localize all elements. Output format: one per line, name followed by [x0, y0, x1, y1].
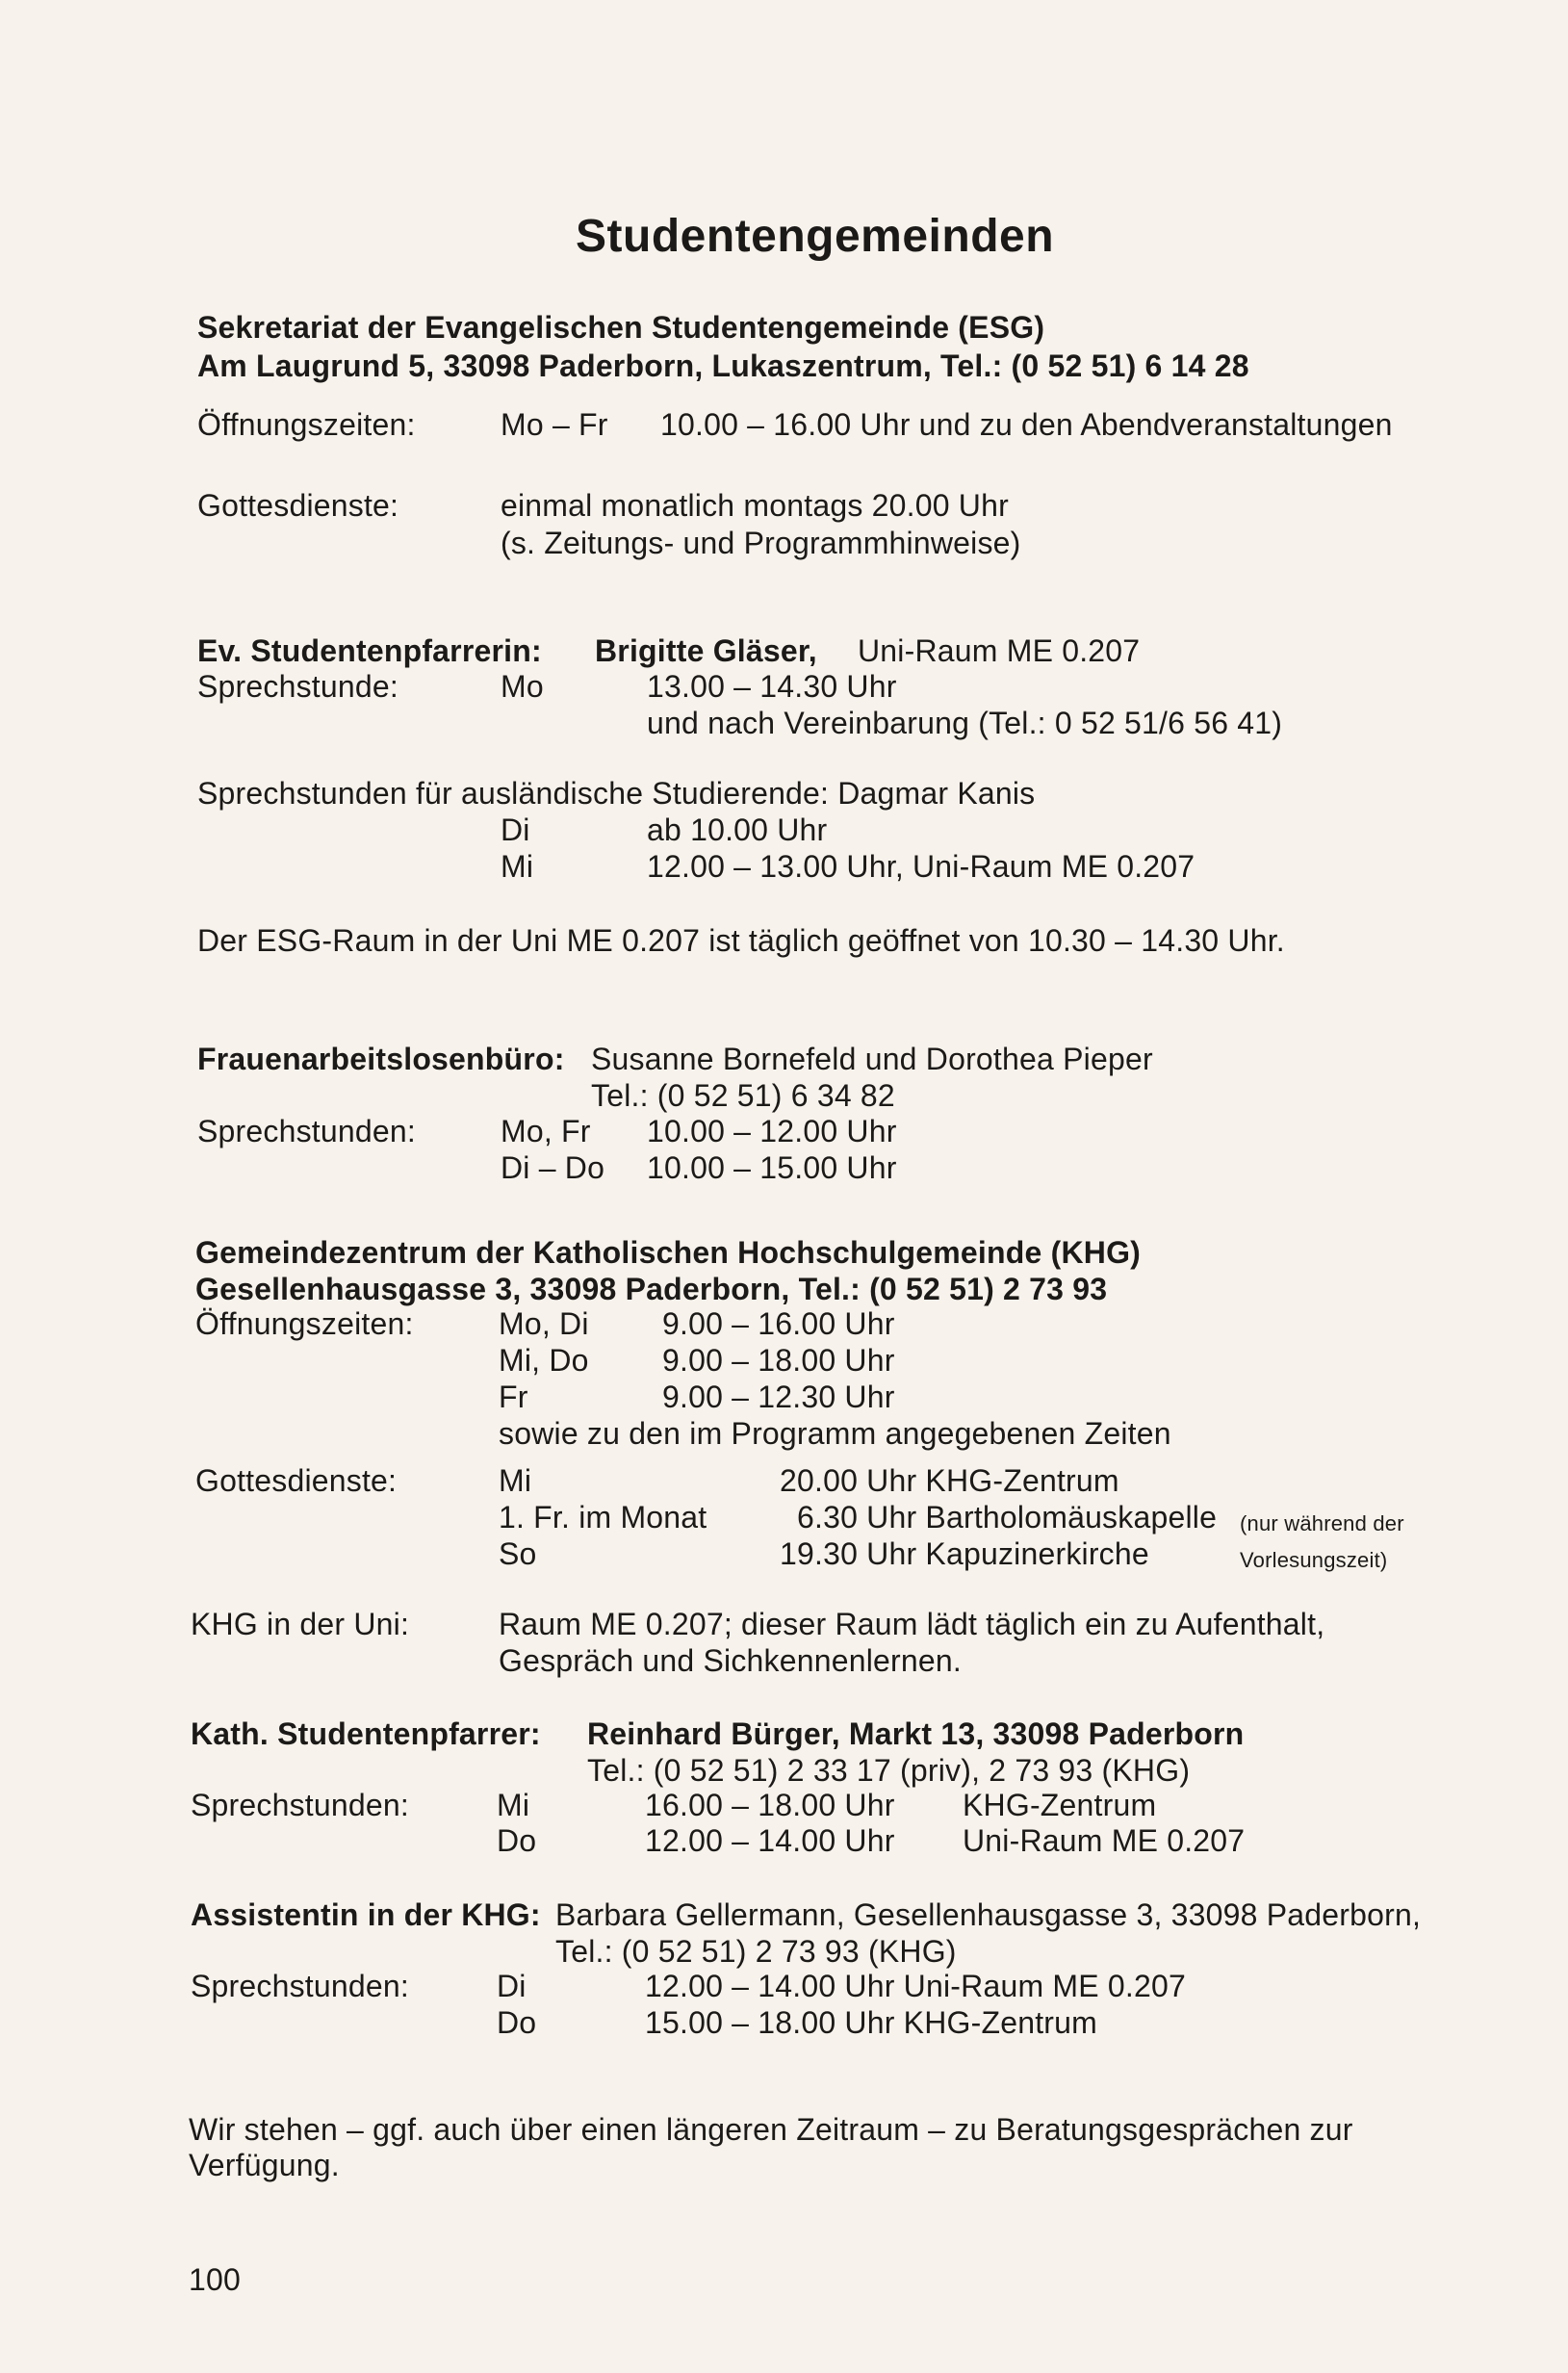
ev-pastor-label: Ev. Studentenpfarrerin:	[197, 633, 542, 668]
foreign-students-line: Sprechstunden für ausländische Studierende: Dagmar Kanis	[197, 776, 1036, 811]
esg-services-line1: einmal monatlich montags 20.00 Uhr	[501, 488, 1009, 523]
esg-heading: Sekretariat der Evangelischen Studentengemeinde (ESG)	[197, 310, 1045, 345]
assistant-day2: Do	[497, 2005, 537, 2040]
women-office-day2: Di – Do	[501, 1150, 605, 1185]
khg-service-note1: (nur während der	[1240, 1511, 1404, 1535]
khg-hours-label: Öffnungszeiten:	[195, 1306, 414, 1341]
closing-line2: Verfügung.	[189, 2148, 340, 2182]
esg-services-line2: (s. Zeitungs- und Programmhinweise)	[501, 526, 1021, 560]
khg-uni-label: KHG in der Uni:	[191, 1607, 410, 1641]
women-office-tel: Tel.: (0 52 51) 6 34 82	[591, 1078, 895, 1113]
kath-pastor-place2: Uni-Raum ME 0.207	[963, 1823, 1246, 1858]
esg-hours-value: 10.00 – 16.00 Uhr und zu den Abendveranstaltungen	[660, 407, 1393, 442]
khg-hours-time3: 9.00 – 12.30 Uhr	[662, 1380, 895, 1414]
kath-pastor-day1: Mi	[497, 1788, 530, 1822]
kath-pastor-place1: KHG-Zentrum	[963, 1788, 1157, 1822]
khg-uni-line1: Raum ME 0.207; dieser Raum lädt täglich ein zu Aufenthalt,	[499, 1607, 1325, 1641]
ev-pastor-hours-time: 13.00 – 14.30 Uhr	[647, 669, 897, 704]
women-office-time2: 10.00 – 15.00 Uhr	[647, 1150, 897, 1185]
foreign-time1: ab 10.00 Uhr	[647, 812, 828, 847]
khg-service-day1: Mi	[499, 1463, 532, 1498]
assistant-label: Assistentin in der KHG:	[191, 1897, 541, 1932]
women-office-names: Susanne Bornefeld und Dorothea Pieper	[591, 1042, 1153, 1076]
women-office-day1: Mo, Fr	[501, 1114, 591, 1148]
assistant-tel: Tel.: (0 52 51) 2 73 93 (KHG)	[555, 1934, 957, 1969]
assistant-time1: 12.00 – 14.00 Uhr Uni-Raum ME 0.207	[645, 1969, 1186, 2003]
page-title: Studentengemeinden	[576, 211, 1055, 262]
khg-hours-day1: Mo, Di	[499, 1306, 589, 1341]
ev-pastor-hours-extra: und nach Vereinbarung (Tel.: 0 52 51/6 56 41)	[647, 706, 1283, 740]
khg-service-time2: 6.30 Uhr Bartholomäuskapelle	[797, 1500, 1218, 1535]
kath-pastor-time1: 16.00 – 18.00 Uhr	[645, 1788, 895, 1822]
assistant-hours-label: Sprechstunden:	[191, 1969, 409, 2003]
khg-service-day2: 1. Fr. im Monat	[499, 1500, 707, 1535]
assistant-name: Barbara Gellermann, Gesellenhausgasse 3, 33098 Paderborn,	[555, 1897, 1422, 1932]
esg-services-label: Gottesdienste:	[197, 488, 399, 523]
kath-pastor-hours-label: Sprechstunden:	[191, 1788, 409, 1822]
kath-pastor-label: Kath. Studentenpfarrer:	[191, 1716, 541, 1751]
esg-address: Am Laugrund 5, 33098 Paderborn, Lukaszentrum, Tel.: (0 52 51) 6 14 28	[197, 348, 1249, 383]
women-office-time1: 10.00 – 12.00 Uhr	[647, 1114, 897, 1148]
assistant-time2: 15.00 – 18.00 Uhr KHG-Zentrum	[645, 2005, 1098, 2040]
khg-service-note2: Vorlesungszeit)	[1240, 1548, 1388, 1572]
khg-hours-day3: Fr	[499, 1380, 528, 1414]
khg-hours-extra: sowie zu den im Programm angegebenen Zeiten	[499, 1416, 1171, 1451]
khg-hours-time1: 9.00 – 16.00 Uhr	[662, 1306, 895, 1341]
khg-hours-day2: Mi, Do	[499, 1343, 589, 1378]
kath-pastor-name: Reinhard Bürger, Markt 13, 33098 Paderborn	[587, 1716, 1245, 1751]
kath-pastor-tel: Tel.: (0 52 51) 2 33 17 (priv), 2 73 93 (KHG)	[587, 1753, 1191, 1788]
women-office-label: Frauenarbeitslosenbüro:	[197, 1042, 565, 1076]
closing-line1: Wir stehen – ggf. auch über einen längeren Zeitraum – zu Beratungsgesprächen zur	[189, 2112, 1353, 2147]
khg-services-label: Gottesdienste:	[195, 1463, 398, 1498]
khg-service-time1: 20.00 Uhr KHG-Zentrum	[780, 1463, 1119, 1498]
assistant-day1: Di	[497, 1969, 527, 2003]
khg-service-time3: 19.30 Uhr Kapuzinerkirche	[780, 1536, 1149, 1571]
esg-hours-days: Mo – Fr	[501, 407, 608, 442]
page-number: 100	[189, 2262, 241, 2297]
khg-uni-line2: Gespräch und Sichkennenlernen.	[499, 1643, 962, 1678]
kath-pastor-time2: 12.00 – 14.00 Uhr	[645, 1823, 895, 1858]
khg-service-day3: So	[499, 1536, 537, 1571]
esg-hours-label: Öffnungszeiten:	[197, 407, 416, 442]
esg-room-line: Der ESG-Raum in der Uni ME 0.207 ist täglich geöffnet von 10.30 – 14.30 Uhr.	[197, 923, 1285, 958]
khg-hours-time2: 9.00 – 18.00 Uhr	[662, 1343, 895, 1378]
kath-pastor-day2: Do	[497, 1823, 537, 1858]
ev-pastor-name: Brigitte Gläser,	[595, 633, 817, 668]
ev-pastor-hours-label: Sprechstunde:	[197, 669, 398, 704]
ev-pastor-hours-day: Mo	[501, 669, 544, 704]
foreign-time2: 12.00 – 13.00 Uhr, Uni-Raum ME 0.207	[647, 849, 1195, 884]
foreign-day1: Di	[501, 812, 530, 847]
ev-pastor-room: Uni-Raum ME 0.207	[858, 633, 1141, 668]
women-office-hours-label: Sprechstunden:	[197, 1114, 416, 1148]
khg-address: Gesellenhausgasse 3, 33098 Paderborn, Tel.: (0 52 51) 2 73 93	[195, 1272, 1108, 1306]
khg-heading: Gemeindezentrum der Katholischen Hochschulgemeinde (KHG)	[195, 1235, 1142, 1270]
foreign-day2: Mi	[501, 849, 534, 884]
